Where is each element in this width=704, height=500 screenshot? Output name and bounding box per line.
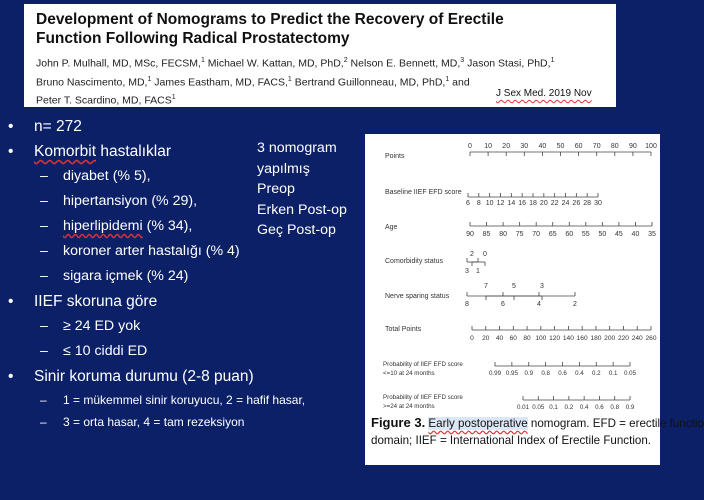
row-label-prob10-b: <=10 at 24 months <box>383 370 435 377</box>
author-affiliation: 1 <box>200 57 205 64</box>
comorbidity-tick-label: 2 <box>470 251 474 258</box>
baseline-tick-label: 6 <box>466 200 470 207</box>
points-tick-label: 30 <box>520 143 529 150</box>
total-tick-label: 80 <box>523 335 531 342</box>
author-affiliation: 1 <box>171 94 176 101</box>
total-tick-label: 120 <box>549 335 561 342</box>
age-tick-label: 65 <box>548 231 557 238</box>
paper-header <box>24 4 616 107</box>
baseline-tick-label: 10 <box>485 200 494 207</box>
prob10-tick-label: 0.6 <box>558 370 567 377</box>
row-label-prob10-a: Probability of IIEF EFD score <box>383 361 463 368</box>
total-tick-label: 20 <box>482 335 490 342</box>
row-label-comorbidity: Comorbidity status <box>385 258 443 265</box>
author-name: and <box>449 76 470 88</box>
comorbidity-lower-tick-label: 1 <box>476 268 480 275</box>
prob24-tick-label: 0.01 <box>516 404 530 411</box>
baseline-tick-label: 20 <box>539 200 548 207</box>
age-tick-label: 85 <box>482 231 491 238</box>
total-tick-label: 220 <box>617 335 629 342</box>
paper-authors <box>36 53 554 109</box>
figure-label: Figure 3. <box>371 415 426 430</box>
age-tick-label: 35 <box>648 231 656 238</box>
author-name: Peter T. Scardino, MD, FACS <box>36 94 172 107</box>
paper-title-line2: Function Following Radical Prostatectomy <box>36 30 350 47</box>
prob10-tick-label: 0.1 <box>608 370 618 377</box>
points-tick-label: 50 <box>556 143 565 150</box>
prob24-tick-label: 0.2 <box>564 404 574 411</box>
age-tick-label: 40 <box>631 231 640 238</box>
baseline-tick-label: 16 <box>518 200 527 207</box>
baseline-tick-label: 30 <box>594 200 602 207</box>
nerve-tick-label: 3 <box>540 283 544 290</box>
row-label-nerve: Nerve sparing status <box>385 293 450 300</box>
prob10-tick-label: 0.8 <box>541 370 550 377</box>
row-label-total: Total Points <box>385 326 422 333</box>
total-tick-label: 100 <box>535 335 547 342</box>
nerve-lower-tick-label: 6 <box>501 301 505 308</box>
author-affiliation: 1 <box>287 75 292 83</box>
baseline-tick-label: 26 <box>572 200 581 207</box>
nerve-lower-tick-label: 2 <box>573 301 577 308</box>
prob24-tick-label: 0.1 <box>549 404 558 411</box>
nerve-tick-label: 7 <box>484 283 488 290</box>
age-tick-label: 60 <box>565 231 574 238</box>
row-label-baseline: Baseline IIEF EFD score <box>385 189 462 196</box>
baseline-tick-label: 8 <box>476 200 481 207</box>
author-name: Michael W. Kattan, MD, PhD, <box>204 57 344 70</box>
age-tick-label: 50 <box>598 231 607 238</box>
points-tick-label: 40 <box>538 143 547 150</box>
row-label-prob24-a: Probability of IIEF EFD score <box>383 394 463 401</box>
points-tick-label: 100 <box>645 143 657 150</box>
baseline-tick-label: 12 <box>496 200 505 207</box>
total-tick-label: 140 <box>562 335 574 342</box>
author-name: Nelson E. Bennett, MD, <box>347 57 461 70</box>
baseline-tick-label: 14 <box>507 200 516 207</box>
row-label-age: Age <box>385 224 398 231</box>
paper-title <box>36 10 504 48</box>
age-tick-label: 45 <box>615 231 623 238</box>
total-tick-label: 40 <box>495 335 504 342</box>
authors-line3 <box>36 90 554 109</box>
points-tick-label: 60 <box>574 143 583 150</box>
total-tick-label: 60 <box>509 335 517 342</box>
points-tick-label: 80 <box>610 143 619 150</box>
comorbidity-lower-tick-label: 3 <box>465 268 469 275</box>
points-tick-label: 10 <box>484 143 492 150</box>
nerve-lower-tick-label: 8 <box>465 301 469 308</box>
age-tick-label: 70 <box>532 231 541 238</box>
authors-line2 <box>36 72 554 91</box>
prob10-tick-label: 0.95 <box>505 370 518 377</box>
total-tick-label: 240 <box>631 335 643 342</box>
prob10-tick-label: 0.05 <box>623 370 637 377</box>
age-tick-label: 55 <box>581 231 590 238</box>
total-tick-label: 180 <box>590 335 602 342</box>
prob24-tick-label: 0.05 <box>532 404 545 411</box>
total-tick-label: 200 <box>604 335 616 342</box>
nomogram-svg <box>365 134 660 414</box>
nomogram-figure <box>365 134 704 465</box>
baseline-tick-label: 22 <box>550 200 559 207</box>
prob10-tick-label: 0.2 <box>591 370 601 377</box>
points-tick-label: 0 <box>468 143 472 150</box>
total-tick-label: 160 <box>576 335 588 342</box>
nerve-lower-tick-label: 4 <box>537 301 541 308</box>
prob24-tick-label: 0.9 <box>625 404 635 411</box>
nomogram-axes <box>465 143 657 411</box>
paper-title-line1: Development of Nomograms to Predict the Recovery of Erectile <box>36 11 504 28</box>
baseline-tick-label: 18 <box>529 200 537 207</box>
points-tick-label: 90 <box>629 143 637 150</box>
author-name: James Eastham, MD, FACS, <box>151 76 288 88</box>
row-label-prob24-b: >=24 at 24 months <box>383 403 435 410</box>
total-tick-label: 0 <box>470 335 474 342</box>
journal-citation: J Sex Med. 2019 Nov <box>496 88 592 99</box>
points-tick-label: 70 <box>592 143 601 150</box>
baseline-tick-label: 28 <box>583 200 592 207</box>
author-name: Jason Stasi, PhD, <box>464 57 551 70</box>
row-label-points: Points <box>385 153 405 160</box>
prob10-tick-label: 0.9 <box>524 370 534 377</box>
author-affiliation: 3 <box>460 57 465 64</box>
figure-caption: Figure 3. Early postoperative nomogram. EFD = erectile functio domain; IIEF = International Index of Erectile Function. <box>371 415 704 447</box>
nerve-tick-label: 5 <box>512 283 516 290</box>
prob24-tick-label: 0.8 <box>610 404 620 411</box>
prob10-tick-label: 0.4 <box>575 370 584 377</box>
baseline-tick-label: 24 <box>561 200 570 207</box>
author-name: Bertrand Guillonneau, MD, PhD, <box>291 76 446 88</box>
author-affiliation: 1 <box>550 57 555 64</box>
prob10-tick-label: 0.99 <box>488 370 502 377</box>
prob24-tick-label: 0.6 <box>595 404 604 411</box>
author-name: Bruno Nascimento, MD, <box>36 76 148 88</box>
points-tick-label: 20 <box>502 143 511 150</box>
age-tick-label: 90 <box>466 231 474 238</box>
author-affiliation: 1 <box>147 75 152 83</box>
author-affiliation: 1 <box>445 75 450 83</box>
authors-line1 <box>36 53 554 72</box>
author-name: John P. Mulhall, MD, MSc, FECSM, <box>36 57 201 70</box>
caption-highlight: Early postoperative <box>428 417 528 430</box>
author-affiliation: 2 <box>343 57 348 64</box>
nomogram-summary: 3 nomogram yapılmış Preop Erken Post-op Geç Post-op <box>257 140 347 239</box>
age-tick-label: 75 <box>515 231 524 238</box>
comorbidity-tick-label: 0 <box>483 251 487 258</box>
total-tick-label: 260 <box>645 335 657 342</box>
age-tick-label: 80 <box>499 231 507 238</box>
prob24-tick-label: 0.4 <box>579 404 589 411</box>
